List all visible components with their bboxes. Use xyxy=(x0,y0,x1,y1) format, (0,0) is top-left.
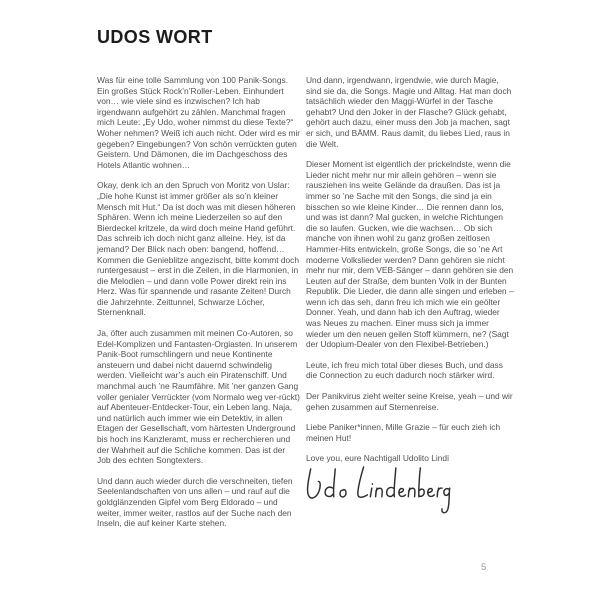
paragraph: Leute, ich freu mich total über dieses Buch, und dass die Connection zu euch dadurch noch stärker wird. xyxy=(306,359,503,381)
page-number: 5 xyxy=(481,562,487,573)
handwritten-signature xyxy=(303,460,455,524)
text-column-right xyxy=(306,75,514,474)
page-title: UDOS WORT xyxy=(97,27,213,48)
paragraph: Dieser Moment ist eigentlich der prickelndste, wenn die Lieder nicht mehr nur mir allein gehören – wenn sie rausziehen ins weite Gelände da draußen. Das ist ja immer so ’ne Sache mit den Songs, die sind ja ein bisschen so wie kleine Kinder… Die rennen dann los, und was ist dann? Mal gucken, in welche Richtungen die so laufen. Gucken, wie die wachsen… Ob sich manche von ihnen wohl zu ganz großen zeitlosen Hammer-Hits entwickeln, große Songs, die so ’ne Art moderne Volkslieder werden? Dann gehören sie nicht mehr nur mir, dem VEB-Sänger – dann gehören sie den Leuten auf der Straße, dem bunten Volk in der Bunten Republik. Die Lieder, die dann alle singen und erleben – wenn ich das seh, dann freu ich mich wie ein geölter Donner. Yeah, und dann hab ich den Auftrag, wieder was Neues zu machen. Einer muss sich ja immer wieder um den neuen geilen Stoff kümmern, ne? (Sagt der Udopium-Dealer von den Flexibel-Betrieben.) xyxy=(306,159,514,350)
text-column-left xyxy=(97,75,301,539)
paragraph: Love you, eure Nachtigall Udolito Lindi xyxy=(306,453,449,464)
paragraph: Okay, denk ich an den Spruch von Moritz von Uslar: „Die hohe Kunst ist immer größer als so’n kleiner Mensch mit Hut.“ Da ist doch was mit diesen höheren Sphären. Wenn ich meine Liederzeilen so auf den Bierdeckel kritzele, da wird doch meine Hand geführt. Das schreib ich doch nicht ganz alleine. Hey, ist da jemand? Der Blick nach oben: bangend, hoffend… Kommen die Genieblitze angezischt, bitte kommt doch runtergesaust – erst in die Zeilen, in die Harmonien, in die Melodien – und dann volle Power direkt rein ins Herz. Was für spannende und rasante Zeiten! Durch die Jahrzehnte. Zeittunnel, Schwarze Löcher, Sternenknall. xyxy=(97,180,300,318)
paragraph: Der Panikvirus zieht weiter seine Kreise, yeah – und wir gehen zusammen auf Sternenreise. xyxy=(306,391,513,412)
paragraph: Und dann, irgendwann, irgendwie, wie durch Magie, sind sie da, die Songs. Magie und Alltag. Hat man doch tatsächlich wieder den Maggi-Würfel in der Tasche gehabt? Und den Joker in der Flasche? Glück gehabt, gehört auch dazu, einer muss den Job ja machen, sagt er sich, und BÄMM. Raus damit, du liebes Lied, raus in die Welt. xyxy=(306,75,512,149)
paragraph: Und dann auch wieder durch die verschneiten, tiefen Seelenlandschaften von uns allen – und rauf auf die goldglänzenden Gipfel vom Berg Eldorado – und weiter, immer weiter, rastlos auf der Suche nach den Inseln, die auf keiner Karte stehen. xyxy=(97,475,293,529)
paragraph: Ja, öfter auch zusammen mit meinen Co-Autoren, so Edel-Komplizen und Fantasten-Orgiasten. In unserem Panik-Boot rumschlingern und neue Kontinente ansteuern und dabei nicht dauernd schwindelig werden. Vielleicht war’s auch ein Piratenschiff. Und manchmal auch ’ne Raumfähre. Mit ’ner ganzen Gang voller genialer Verrückter (vom Normalo weg ver-rückt) auf Abenteuer-Entdecker-Tour, ein Leben lang. Naja, und natürlich auch immer wie ein Detektiv, in allen Etagen der Gesellschaft, vom härtesten Underground bis hoch ins Kanzleramt, muss er recherchieren und der Wahrheit auf die Schliche kommen. Das ist der Job des echten Songtexters. xyxy=(97,328,300,466)
paragraph: Was für eine tolle Sammlung von 100 Panik-Songs. Ein großes Stück Rock’n’Roller-Leben. Einhundert von… wie viele sind es inzwischen? Ich hab irgendwann aufgehört zu zählen. Manchmal fragen mich Leute: „Ey Udo, woher nimmst du diese Texte?“ Woher nehmen? Weiß ich auch nicht. Oder wird es mir gegeben? Eingebungen? Von schön verrückten guten Geistern. Und Dämonen, die im Dachgeschoss des Hotels Atlantic wohnen… xyxy=(97,75,301,170)
paragraph: Liebe Paniker*innen, Mille Grazie – für euch zieh ich meinen Hut! xyxy=(306,422,501,443)
